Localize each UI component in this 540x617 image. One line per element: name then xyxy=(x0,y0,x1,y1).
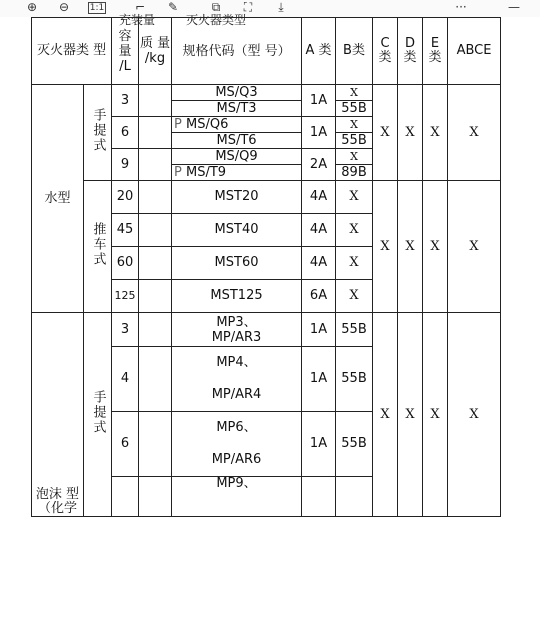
capacity-cell: 45 xyxy=(112,214,139,247)
a-class-cell: 4A xyxy=(302,214,336,247)
spec-cell: MS/Q3 xyxy=(172,85,302,101)
mass-cell xyxy=(139,181,172,214)
water-cart-cell: 推车式 xyxy=(84,181,112,313)
b-class-cell: X xyxy=(336,280,373,313)
a-class-cell: 1A xyxy=(302,412,336,477)
a-class-cell xyxy=(302,477,336,517)
mass-cell xyxy=(139,313,172,347)
capacity-cell xyxy=(112,477,139,517)
d-class-header: D 类 xyxy=(398,18,423,85)
capacity-cell: 4 xyxy=(112,347,139,412)
spec-header: 规格代码（型 号） xyxy=(172,18,302,85)
select-icon[interactable]: ⛶ xyxy=(243,0,253,14)
extinguisher-table-sheet xyxy=(31,13,492,617)
e-class-header: E 类 xyxy=(423,18,448,85)
more-icon[interactable]: ··· xyxy=(455,0,467,14)
a-class-cell: 6A xyxy=(302,280,336,313)
capacity-cell: 125 xyxy=(112,280,139,313)
abce-cell: X xyxy=(448,85,501,181)
a-class-cell: 2A xyxy=(302,149,336,181)
mass-cell xyxy=(139,117,172,149)
spec-cell: MP3、 MP/AR3 xyxy=(172,313,302,347)
a-class-cell: 4A xyxy=(302,181,336,214)
d-class-cell: X xyxy=(398,181,423,313)
b-class-cell: X xyxy=(336,247,373,280)
foam-type-cell: 泡沫 型（化学 xyxy=(32,313,84,517)
table-row xyxy=(32,85,501,101)
mass-header: 质 量 /kg xyxy=(139,18,172,85)
capacity-top-header: 充装量 xyxy=(119,13,156,27)
water-handheld-cell: 手提式 xyxy=(84,85,112,181)
spec-cell: MST20 xyxy=(172,181,302,214)
b-class-cell: X xyxy=(336,181,373,214)
foam-handheld-cell: 手提式 xyxy=(84,313,112,517)
spec-cell: MP4、 MP/AR4 xyxy=(172,347,302,412)
b-class-cell: 55B xyxy=(336,101,373,117)
mass-cell xyxy=(139,214,172,247)
spec-cell: P MS/Q6 xyxy=(172,117,302,133)
spec-cell: MST60 xyxy=(172,247,302,280)
capacity-cell: 60 xyxy=(112,247,139,280)
edit-icon[interactable]: ✎ xyxy=(167,0,179,14)
spec-cell: MP9、 xyxy=(172,477,302,517)
b-class-cell: X xyxy=(336,85,373,101)
e-class-cell: X xyxy=(423,313,448,517)
spec-cell: P MS/T9 xyxy=(172,165,302,181)
capacity-cell: 3 xyxy=(112,313,139,347)
d-class-cell: X xyxy=(398,313,423,517)
document-page xyxy=(0,13,540,516)
e-class-cell: X xyxy=(423,85,448,181)
download-icon[interactable]: ⤓ xyxy=(278,0,284,14)
capacity-cell: 3 xyxy=(112,85,139,117)
c-class-cell: X xyxy=(373,313,398,517)
spec-top-header: 灭火器类型 xyxy=(186,13,247,27)
water-type-cell: 水型 xyxy=(32,85,84,313)
actual-size-icon[interactable]: 1:1 xyxy=(89,3,105,13)
mass-cell xyxy=(139,477,172,517)
b-class-cell: X xyxy=(336,117,373,133)
abce-cell: X xyxy=(448,313,501,517)
a-class-cell: 1A xyxy=(302,85,336,117)
e-class-cell: X xyxy=(423,181,448,313)
a-class-cell: 4A xyxy=(302,247,336,280)
zoom-in-icon[interactable]: ⊕ xyxy=(26,0,38,14)
b-class-cell xyxy=(336,477,373,517)
capacity-header: 容 量 /L xyxy=(112,18,139,85)
b-class-cell: 55B xyxy=(336,313,373,347)
header-row xyxy=(32,18,501,85)
viewer-toolbar xyxy=(0,0,540,18)
type-header: 灭火器类 型 xyxy=(32,18,112,85)
b-class-header: B类 xyxy=(336,18,373,85)
spec-cell: MS/T6 xyxy=(172,133,302,149)
b-class-cell: 55B xyxy=(336,347,373,412)
capacity-cell: 6 xyxy=(112,117,139,149)
table-row xyxy=(32,181,501,214)
b-class-cell: 89B xyxy=(336,165,373,181)
zoom-out-icon[interactable]: ⊖ xyxy=(58,0,70,14)
spec-cell: MS/Q9 xyxy=(172,149,302,165)
mass-cell xyxy=(139,347,172,412)
spec-cell: MS/T3 xyxy=(172,101,302,117)
spec-cell: MST125 xyxy=(172,280,302,313)
d-class-cell: X xyxy=(398,85,423,181)
c-class-cell: X xyxy=(373,181,398,313)
a-class-header: A 类 xyxy=(302,18,336,85)
crop-icon[interactable]: ⌐ xyxy=(134,0,146,14)
c-class-cell: X xyxy=(373,85,398,181)
copy-icon[interactable]: ⧉ xyxy=(211,0,221,14)
mass-cell xyxy=(139,149,172,181)
extinguisher-table xyxy=(31,17,501,517)
minimize-icon[interactable]: — xyxy=(508,0,520,14)
b-class-cell: 55B xyxy=(336,412,373,477)
capacity-cell: 20 xyxy=(112,181,139,214)
mass-cell xyxy=(139,247,172,280)
b-class-cell: 55B xyxy=(336,133,373,149)
mass-cell xyxy=(139,280,172,313)
abce-cell: X xyxy=(448,181,501,313)
capacity-cell: 9 xyxy=(112,149,139,181)
table-row xyxy=(32,313,501,347)
mass-cell xyxy=(139,85,172,117)
spec-cell: MP6、 MP/AR6 xyxy=(172,412,302,477)
a-class-cell: 1A xyxy=(302,347,336,412)
a-class-cell: 1A xyxy=(302,313,336,347)
b-class-cell: X xyxy=(336,149,373,165)
capacity-cell: 6 xyxy=(112,412,139,477)
abce-header: ABCE xyxy=(448,18,501,85)
b-class-cell: X xyxy=(336,214,373,247)
spec-cell: MST40 xyxy=(172,214,302,247)
c-class-header: C 类 xyxy=(373,18,398,85)
a-class-cell: 1A xyxy=(302,117,336,149)
mass-cell xyxy=(139,412,172,477)
